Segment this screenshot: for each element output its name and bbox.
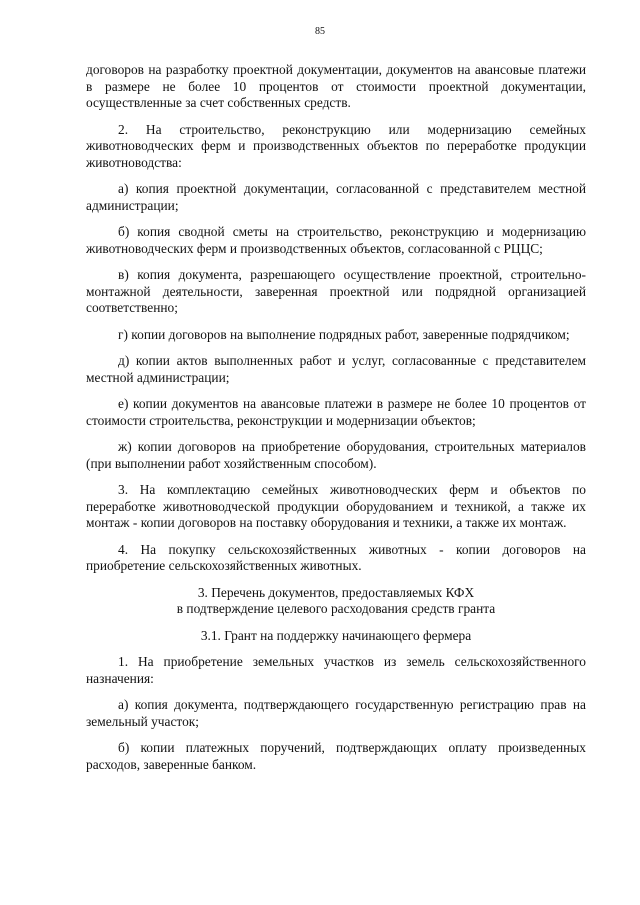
paragraph-continued: договоров на разработку проектной документации, документов на авансовые платежи в размере не более 10 процентов от стоимости проектной документации, осуществленные за счет собственных средств. <box>86 62 586 110</box>
paragraph-item-3: 3. На комплектацию семейных животноводческих ферм и объектов по переработке животноводческой продукции оборудованием и техникой, а также их монтаж - копии договоров на поставку оборудования и техники, а также их монтаж. <box>86 482 586 530</box>
paragraph-item-2e: е) копии документов на авансовые платежи в размере не более 10 процентов от стоимости строительства, реконструкции и модернизации объектов; <box>86 396 586 428</box>
paragraph-item-2zh: ж) копии договоров на приобретение оборудования, строительных материалов (при выполнении работ хозяйственным способом). <box>86 439 586 471</box>
paragraph-item-2d: д) копии актов выполненных работ и услуг, согласованные с представителем местной администрации; <box>86 353 586 385</box>
paragraph-item-2a: а) копия проектной документации, согласованной с представителем местной администрации; <box>86 181 586 213</box>
paragraph-subitem-1a: а) копия документа, подтверждающего государственную регистрацию прав на земельный участок; <box>86 697 586 729</box>
section-heading-line-1: 3. Перечень документов, предоставляемых КФХ <box>197 584 475 600</box>
page-number: 85 <box>315 26 325 37</box>
section-heading-line-2: в подтверждение целевого расходования средств гранта <box>176 601 496 616</box>
paragraph-item-2b: б) копия сводной сметы на строительство, реконструкцию и модернизацию животноводческих ферм и производственных объектов, согласованной с РЦЦС; <box>86 224 586 256</box>
document-body <box>86 62 586 773</box>
paragraph-item-2: 2. На строительство, реконструкцию или модернизацию семейных животноводческих ферм и производственных объектов по переработке продукции животноводства: <box>86 121 586 170</box>
subsection-heading: 3.1. Грант на поддержку начинающего фермера <box>200 627 472 643</box>
paragraph-subitem-1b: б) копии платежных поручений, подтверждающих оплату произведенных расходов, заверенные банком. <box>86 740 586 772</box>
paragraph-subitem-1: 1. На приобретение земельных участков из земель сельскохозяйственного назначения: <box>86 654 586 686</box>
paragraph-item-4: 4. На покупку сельскохозяйственных животных - копии договоров на приобретение сельскохозяйственных животных. <box>86 541 586 573</box>
paragraph-item-2v: в) копия документа, разрешающего осуществление проектной, строительно-монтажной деятельности, заверенная проектной или подрядной организацией соответственно; <box>86 267 586 315</box>
paragraph-item-2g: г) копии договоров на выполнение подрядных работ, заверенные подрядчиком; <box>118 326 570 342</box>
